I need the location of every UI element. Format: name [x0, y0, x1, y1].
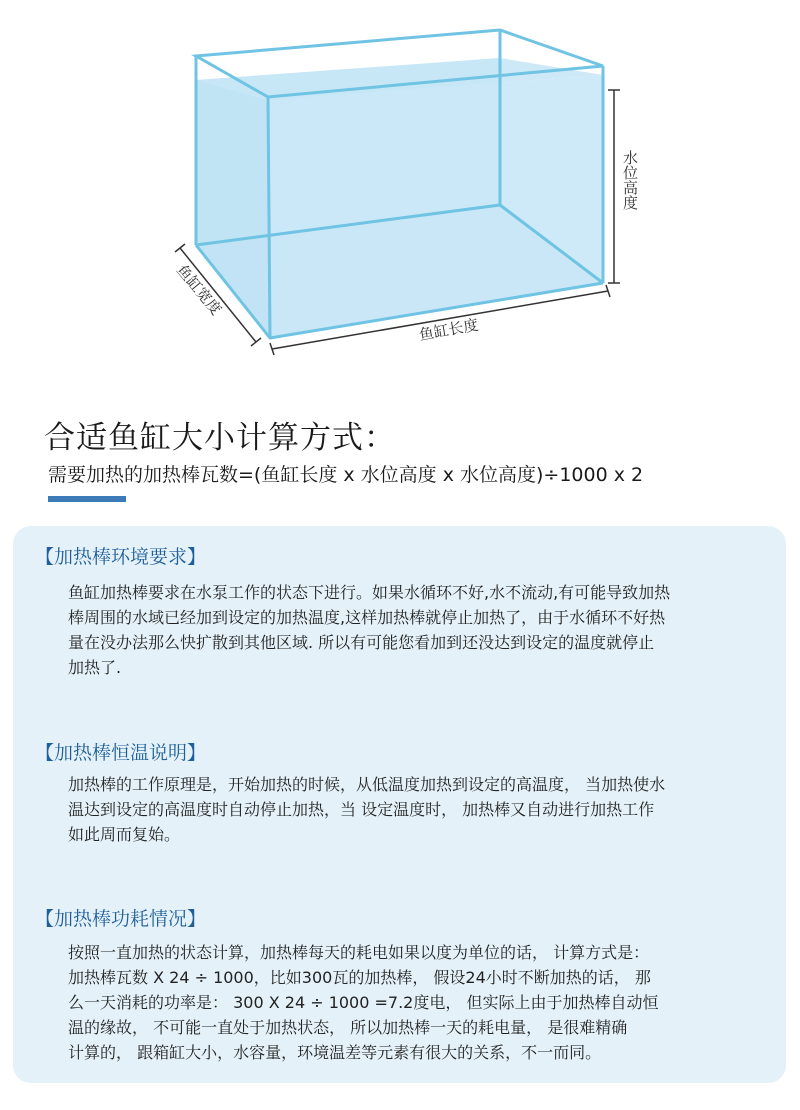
tank-width-label: 鱼缸宽度 — [172, 261, 226, 319]
section-title-thermostat: 【加热棒恒温说明】 — [35, 742, 207, 764]
section-body-environment — [68, 580, 758, 680]
text-line: 鱼缸加热棒要求在水泵工作的状态下进行。如果水循环不好,水不流动,有可能导致加热 — [68, 583, 671, 602]
section-body-thermostat — [68, 772, 758, 847]
text-line: 量在没办法那么快扩散到其他区域. 所以有可能您看加到还没达到设定的温度就停止 — [68, 633, 655, 652]
fish-tank-illustration — [0, 0, 800, 400]
water-front-face — [268, 75, 603, 338]
formula-title: 合适鱼缸大小计算方式： — [44, 420, 396, 456]
formula-text: 需要加热的加热棒瓦数=(鱼缸长度 x 水位高度 x 水位高度)÷1000 x 2 — [48, 464, 644, 486]
text-line: 加热了. — [68, 658, 122, 677]
water-height-dimension — [608, 90, 620, 283]
text-line: 计算的， 跟箱缸大小，水容量，环境温差等元素有很大的关系，不一而同。 — [68, 1043, 602, 1062]
info-card — [13, 526, 786, 1083]
tank-length-label: 鱼缸长度 — [417, 315, 480, 344]
text-line: 温达到设定的高温度时自动停止加热，当 设定温度时， 加热棒又自动进行加热工作 — [68, 800, 655, 819]
text-line: 加热棒的工作原理是，开始加热的时候，从低温度加热到设定的高温度， 当加热使水 — [68, 775, 666, 794]
title-accent-bar — [48, 496, 126, 502]
text-line: 加热棒瓦数 X 24 ÷ 1000，比如300瓦的加热棒， 假设24小时不断加热的话， 那 — [68, 968, 651, 987]
section-body-power — [68, 940, 758, 1065]
text-line: 棒周围的水域已经加到设定的加热温度,这样加热棒就停止加热了，由于水循环不好热 — [68, 608, 666, 627]
text-line: 按照一直加热的状态计算，加热棒每天的耗电如果以度为单位的话， 计算方式是： — [68, 943, 650, 962]
section-title-environment: 【加热棒环境要求】 — [35, 546, 207, 568]
text-line: 温的缘故， 不可能一直处于加热状态， 所以加热棒一天的耗电量， 是很难精确 — [68, 1018, 628, 1037]
water-height-label: 水位高度 — [621, 150, 639, 210]
text-line: 如此周而复始。 — [68, 825, 181, 844]
text-line: 么一天消耗的功率是： 300 X 24 ÷ 1000 =7.2度电， 但实际上由于加热棒自动恒 — [68, 993, 659, 1012]
section-title-power: 【加热棒功耗情况】 — [35, 908, 207, 930]
